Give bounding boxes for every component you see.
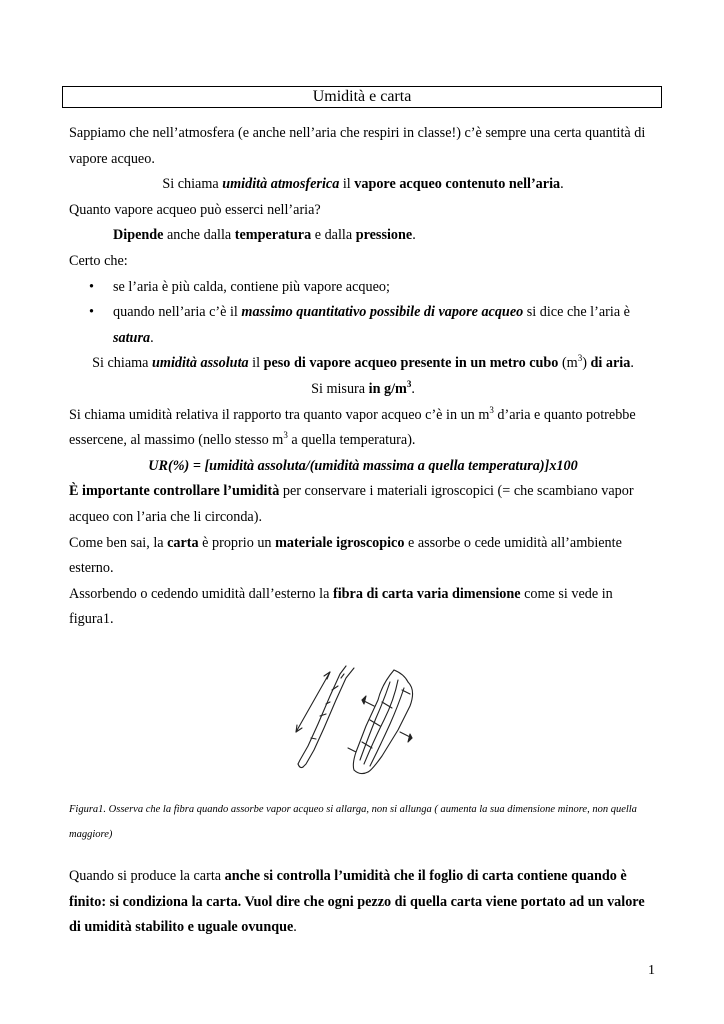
thin-fiber-illustration bbox=[296, 666, 354, 768]
bold-text: carta bbox=[167, 534, 199, 551]
figure-caption: Figura1. Osserva che la fibra quando assorbe vapor acqueo si allarga, non si allunga ( aumenta la sua dimensione minore, non quella maggiore) bbox=[69, 804, 637, 840]
bold-text: fibra di carta varia dimensione bbox=[332, 585, 521, 602]
bold-text: Dipende bbox=[113, 227, 164, 244]
list-item bbox=[69, 275, 657, 301]
superscript: 3 bbox=[283, 430, 288, 441]
text: . bbox=[411, 380, 415, 397]
text: come si vede in figura1. bbox=[69, 585, 613, 628]
text: quando nell’aria c’è il bbox=[113, 304, 242, 321]
superscript: 3 bbox=[489, 404, 494, 415]
text: se l’aria è più calda, contiene più vapore acqueo; bbox=[113, 278, 390, 295]
term: umidità atmosferica bbox=[222, 176, 340, 193]
text: il bbox=[339, 176, 355, 193]
bold-text: in g/m bbox=[368, 380, 407, 397]
term: massimo quantitativo possibile di vapore acqueo bbox=[241, 304, 524, 321]
bold-text: di aria bbox=[590, 355, 631, 372]
text: è proprio un bbox=[198, 534, 276, 551]
text: a quella temperatura). bbox=[287, 432, 416, 449]
text: Si misura bbox=[311, 380, 369, 397]
importance-paragraph bbox=[69, 479, 657, 530]
definition-absolute-humidity bbox=[69, 351, 657, 377]
superscript: 3 bbox=[406, 378, 412, 389]
certo-line: Certo che: bbox=[69, 252, 128, 269]
text: . bbox=[560, 176, 564, 193]
intro-paragraph: Sappiamo che nell’atmosfera (e anche nell’aria che respiri in classe!) c’è sempre una certa quantità di vapore acqueo. bbox=[69, 125, 646, 167]
fiber-figure bbox=[286, 660, 446, 780]
fiber-paragraph bbox=[69, 582, 657, 633]
paper-paragraph bbox=[69, 531, 657, 582]
term: satura bbox=[113, 329, 151, 346]
question: Quanto vapore acqueo può esserci nell’aria? bbox=[69, 201, 321, 218]
relative-humidity-paragraph bbox=[69, 403, 657, 454]
text: d’aria e quanto potrebbe essercene, al massimo (nello stesso m bbox=[69, 406, 636, 449]
text: . bbox=[630, 355, 634, 372]
text: Come ben sai, la bbox=[69, 534, 168, 551]
text: Si chiama bbox=[92, 355, 153, 372]
text: anche dalla bbox=[163, 227, 235, 244]
text: . bbox=[150, 329, 154, 346]
body-text bbox=[69, 121, 657, 633]
superscript: 3 bbox=[577, 353, 583, 364]
text: . bbox=[412, 227, 416, 244]
text: si dice che l’aria è bbox=[523, 304, 630, 321]
text: e dalla bbox=[311, 227, 356, 244]
page-title: Umidità e carta bbox=[62, 86, 662, 108]
bullet-icon: • bbox=[89, 278, 94, 295]
bold-text: vapore acqueo contenuto nell’aria bbox=[354, 176, 561, 193]
text: per conservare i materiali igroscopici (= che scambiano vapor acqueo con l’aria che li circonda). bbox=[69, 483, 634, 525]
text: il bbox=[248, 355, 264, 372]
term: umidità assoluta bbox=[152, 355, 249, 372]
text: ) bbox=[582, 355, 591, 372]
text: (m bbox=[558, 355, 578, 372]
bold-text: materiale igroscopico bbox=[275, 534, 405, 551]
dependency-line bbox=[69, 223, 657, 249]
bold-text: temperatura bbox=[234, 227, 312, 244]
formula: UR(%) = [umidità assoluta/(umidità massima a quella temperatura)]x100 bbox=[148, 457, 578, 474]
text: Assorbendo o cedendo umidità dall’esterno la bbox=[69, 585, 333, 602]
text: . bbox=[293, 919, 297, 936]
bullet-icon: • bbox=[89, 304, 94, 321]
bold-text: anche si controlla l’umidità che il foglio di carta contiene quando è finito: si condiziona la carta. Vuol dire che ogni pezzo di quella carta viene portato ad un valore di umidità stabilito e uguale ovunque bbox=[69, 868, 645, 936]
thick-fiber-illustration bbox=[348, 670, 413, 774]
final-paragraph bbox=[69, 864, 657, 941]
list-item bbox=[69, 300, 657, 351]
bullet-list bbox=[69, 275, 657, 352]
text: Quando si produce la carta bbox=[69, 868, 225, 884]
bold-text: È importante controllare l’umidità bbox=[69, 483, 280, 500]
text: e assorbe o cede umidità all’ambiente esterno. bbox=[69, 534, 622, 577]
definition-atmospheric-humidity bbox=[69, 172, 657, 198]
measure-line bbox=[69, 377, 657, 403]
text: Si chiama bbox=[162, 176, 223, 193]
bold-text: pressione bbox=[355, 227, 413, 244]
page-number: 1 bbox=[648, 963, 655, 978]
bold-text: peso di vapore acqueo presente in un metro cubo bbox=[263, 355, 559, 372]
text: Si chiama umidità relativa il rapporto tra quanto vapor acqueo c’è in un m bbox=[69, 406, 490, 423]
